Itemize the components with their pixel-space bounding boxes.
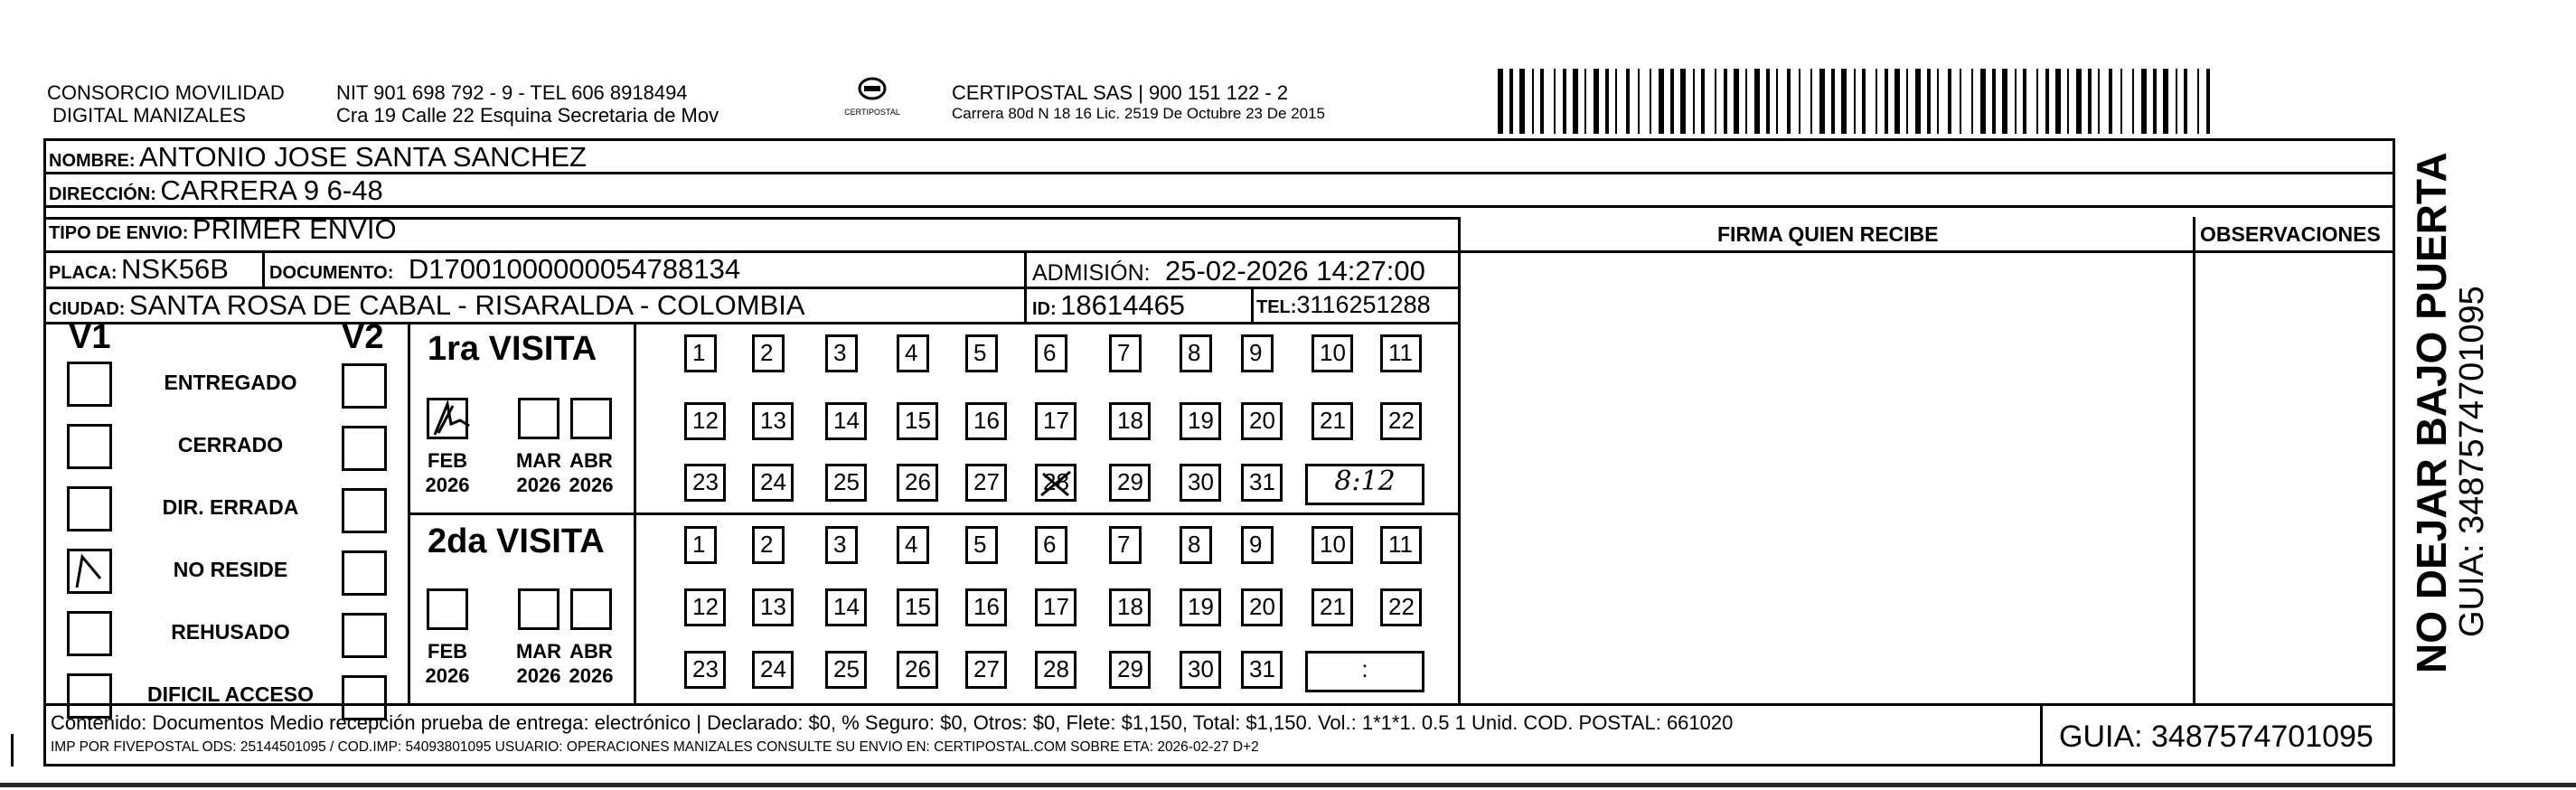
day-box[interactable]: 12 — [684, 402, 726, 440]
month-year: 2026 — [425, 474, 470, 496]
month-name: FEB — [428, 640, 467, 663]
day-box[interactable]: 23 — [684, 651, 726, 689]
status-divider — [408, 322, 410, 703]
day-box[interactable]: 27 — [965, 651, 1007, 689]
v1-checkbox[interactable] — [67, 362, 112, 407]
barcode-bar — [1927, 69, 1931, 134]
day-box[interactable]: 15 — [897, 588, 938, 626]
barcode-bar — [1787, 69, 1791, 134]
month-name: MAR — [515, 449, 562, 472]
barcode-bar — [2076, 69, 2082, 134]
side-text — [2408, 152, 2491, 673]
barcode-bar — [1971, 69, 1973, 134]
placa-divider — [262, 250, 265, 287]
company-line-2: DIGITAL MANIZALES — [52, 104, 246, 127]
barcode-bar — [2098, 69, 2100, 134]
day-box[interactable]: 31 — [1241, 651, 1283, 689]
month-checkbox[interactable] — [518, 588, 559, 630]
side-title: NO DEJAR BAJO PUERTA — [2408, 152, 2455, 673]
day-box[interactable]: 22 — [1380, 588, 1422, 626]
day-box[interactable]: 30 — [1180, 651, 1221, 689]
time-box[interactable]: 8:12 — [1305, 464, 1424, 505]
day-box[interactable]: 18 — [1109, 402, 1151, 440]
month-label — [564, 639, 618, 688]
barcode-bar — [1584, 69, 1586, 134]
day-box[interactable]: 2 — [752, 334, 785, 372]
barcode-bar — [1799, 69, 1800, 134]
day-box[interactable]: 8 — [1180, 526, 1212, 564]
barcode-bar — [1563, 69, 1566, 134]
barcode-bar — [1670, 69, 1674, 134]
day-box[interactable]: 17 — [1035, 588, 1076, 626]
day-box[interactable]: 4 — [897, 526, 929, 564]
nombre-label: NOMBRE: — [49, 151, 136, 171]
time-box[interactable]: : — [1305, 651, 1424, 692]
month-checkbox[interactable] — [518, 398, 559, 439]
v1-checkbox[interactable] — [67, 549, 112, 594]
month-checkbox[interactable] — [570, 398, 612, 439]
barcode-bar — [2067, 69, 2069, 134]
barcode-bar — [2015, 69, 2017, 134]
v2-checkbox[interactable] — [342, 550, 387, 596]
barcode-bar — [1519, 69, 1525, 134]
month-label — [512, 639, 566, 688]
barcode-bar — [1960, 69, 1961, 134]
documento-value: D17001000000054788134 — [408, 253, 741, 285]
month-checkbox[interactable] — [427, 398, 468, 439]
barcode-bar — [1876, 69, 1877, 134]
day-box[interactable]: 10 — [1312, 526, 1353, 564]
barcode-bar — [2163, 69, 2168, 134]
direccion-row — [49, 174, 383, 207]
column-divider — [1458, 217, 1461, 706]
id-row — [1032, 289, 1185, 322]
scan-edge — [0, 783, 2576, 787]
day-box[interactable]: 9 — [1241, 334, 1274, 372]
barcode-bar — [1638, 69, 1640, 134]
barcode-bar — [1745, 69, 1747, 134]
company-name — [47, 81, 285, 127]
barcode-bar — [1615, 69, 1617, 134]
tipo-row — [49, 213, 397, 246]
barcode-bar — [2184, 69, 2187, 134]
v1-checkbox[interactable] — [67, 611, 112, 656]
tel-divider — [1251, 287, 1254, 322]
month-divider — [634, 322, 636, 703]
barcode-bar — [2206, 69, 2210, 134]
day-box[interactable]: 6 — [1035, 334, 1067, 372]
barcode-bar — [1810, 69, 1812, 134]
certipostal-line-2: Carrera 80d N 18 16 Lic. 2519 De Octubre 23 De 2015 — [952, 105, 1325, 122]
month-label — [512, 448, 566, 497]
v2-label: V2 — [342, 318, 384, 356]
placa-value: NSK56B — [121, 253, 229, 285]
address-line: Cra 19 Calle 22 Esquina Secretaria de Mov — [336, 104, 719, 127]
day-box[interactable]: 1 — [684, 526, 717, 564]
admision-label: ADMISIÓN: — [1032, 260, 1151, 286]
day-box[interactable]: 11 — [1380, 526, 1422, 564]
v2-checkbox[interactable] — [342, 426, 387, 471]
month-year: 2026 — [569, 664, 614, 687]
barcode-bar — [1532, 69, 1534, 134]
barcode-bar — [1715, 69, 1716, 134]
placa-row — [49, 253, 229, 286]
day-box[interactable]: 2 — [752, 526, 785, 564]
barcode-bar — [1831, 69, 1835, 134]
status-option-label: REHUSADO — [171, 620, 290, 644]
tel-label: TEL: — [1256, 297, 1297, 317]
barcode-bar — [1819, 69, 1825, 134]
barcode-bar — [1915, 69, 1921, 134]
direccion-label: DIRECCIÓN: — [49, 184, 156, 204]
nit-line: NIT 901 698 792 - 9 - TEL 606 8918494 — [336, 81, 688, 104]
barcode-bar — [2055, 69, 2061, 134]
tipo-label: TIPO DE ENVIO: — [49, 223, 189, 243]
barcode-bar — [1498, 69, 1503, 134]
month-name: FEB — [428, 449, 467, 472]
id-value: 18614465 — [1060, 289, 1186, 321]
barcode-bar — [1554, 69, 1556, 134]
footer-imp: IMP POR FIVEPOSTAL ODS: 25144501095 / COD.IMP: 54093801095 USUARIO: OPERACIONES MANIZALES CONSULTE SU ENVIO EN: CERTIPOSTAL.COM SOBRE ETA: 2026-02-27 D+2 — [51, 739, 1259, 755]
v2-checkbox[interactable] — [342, 613, 387, 658]
day-box[interactable]: 27 — [965, 464, 1007, 502]
barcode — [1498, 69, 2221, 134]
logo-icon — [857, 76, 888, 103]
strike-mark-icon — [1038, 468, 1074, 499]
status-option-label: ENTREGADO — [164, 371, 297, 394]
barcode-bar — [1948, 69, 1951, 134]
barcode-bar — [1540, 69, 1544, 134]
day-box[interactable]: 29 — [1109, 651, 1151, 689]
barcode-bar — [1980, 69, 1986, 134]
day-box[interactable]: 5 — [965, 526, 998, 564]
day-box[interactable]: 14 — [825, 588, 867, 626]
barcode-bar — [2141, 69, 2147, 134]
observaciones-label: OBSERVACIONES — [2200, 222, 2381, 246]
barcode-bar — [1937, 69, 1939, 134]
status-option-label: DIFICIL ACCESO — [146, 682, 314, 706]
column-divider — [2193, 217, 2195, 706]
barcode-bar — [1854, 69, 1856, 134]
barcode-bar — [1862, 69, 1866, 134]
day-box[interactable]: 1 — [684, 334, 717, 372]
month-label — [564, 448, 618, 497]
day-box[interactable]: 7 — [1109, 526, 1142, 564]
visit1-title: 1ra VISITA — [428, 330, 597, 368]
day-box[interactable]: 31 — [1241, 464, 1283, 502]
month-label — [420, 448, 475, 497]
company-contact — [336, 81, 719, 127]
barcode-bar — [2132, 69, 2134, 134]
tipo-value: PRIMER ENVIO — [192, 213, 397, 245]
documento-row — [269, 253, 740, 286]
barcode-bar — [1734, 69, 1739, 134]
day-box[interactable]: 22 — [1380, 402, 1422, 440]
day-box[interactable]: 11 — [1380, 334, 1422, 372]
barcode-bar — [2120, 69, 2122, 134]
check-mark-icon — [70, 551, 109, 591]
day-box[interactable]: 25 — [825, 651, 867, 689]
day-box[interactable]: 3 — [825, 334, 858, 372]
certipostal-logo — [841, 76, 904, 117]
admision-divider — [1024, 250, 1027, 322]
check-mark-icon — [429, 400, 484, 438]
row-divider — [43, 322, 1461, 324]
month-year: 2026 — [569, 474, 614, 496]
footer-guia: GUIA: 3487574701095 — [2059, 719, 2374, 754]
day-box[interactable]: 17 — [1035, 402, 1076, 440]
visit2-title: 2da VISITA — [428, 522, 605, 560]
day-box[interactable]: 21 — [1312, 402, 1353, 440]
barcode-bar — [2023, 69, 2026, 134]
barcode-bar — [1766, 69, 1770, 134]
month-year: 2026 — [516, 474, 561, 496]
barcode-bar — [1992, 69, 1996, 134]
ciudad-value: SANTA ROSA DE CABAL - RISARALDA - COLOMBIA — [128, 289, 805, 321]
v2-checkbox[interactable] — [342, 363, 387, 409]
day-box[interactable]: 19 — [1180, 402, 1221, 440]
barcode-bar — [1776, 69, 1778, 134]
day-box[interactable]: 24 — [752, 651, 794, 689]
barcode-bar — [1894, 69, 1900, 134]
month-year: 2026 — [425, 664, 470, 687]
day-box[interactable]: 16 — [965, 402, 1007, 440]
direccion-value: CARRERA 9 6-48 — [160, 174, 383, 206]
certipostal-line-1: CERTIPOSTAL SAS | 900 151 122 - 2 — [952, 81, 1289, 104]
month-checkbox[interactable] — [570, 588, 612, 630]
day-box[interactable]: 25 — [825, 464, 867, 502]
barcode-bar — [1680, 69, 1686, 134]
day-box[interactable]: 13 — [752, 588, 794, 626]
day-box[interactable]: 19 — [1180, 588, 1221, 626]
day-box[interactable]: 20 — [1241, 402, 1283, 440]
barcode-bar — [2002, 69, 2007, 134]
day-box[interactable]: 14 — [825, 402, 867, 440]
day-box[interactable]: 12 — [684, 588, 726, 626]
status-option-label: NO RESIDE — [173, 558, 288, 581]
barcode-bar — [1693, 69, 1695, 134]
ciudad-label: CIUDAD: — [49, 299, 126, 319]
v1-checkbox[interactable] — [67, 424, 112, 469]
tel-value: 3116251288 — [1296, 291, 1431, 318]
barcode-bar — [1626, 69, 1630, 134]
footer-contenido: Contenido: Documentos Medio recepción prueba de entrega: electrónico | Declarado: $0, % Seguro: $0, Otros: $0, Flete: $1,150, Total: $1,150. Vol.: 1*1*1. 0.5 1 Unid. COD. POSTAL: 661020 — [51, 711, 1734, 734]
company-line-1: CONSORCIO MOVILIDAD — [47, 81, 285, 104]
visit-divider — [408, 513, 1461, 515]
nombre-row — [49, 141, 587, 174]
day-box[interactable]: 9 — [1241, 526, 1274, 564]
month-name: ABR — [569, 640, 613, 663]
barcode-bar — [1605, 69, 1609, 134]
day-box[interactable]: 28 — [1035, 464, 1076, 502]
day-box[interactable]: 28 — [1035, 651, 1076, 689]
day-box[interactable]: 18 — [1109, 588, 1151, 626]
day-box[interactable]: 5 — [965, 334, 998, 372]
admision-value: 25-02-2026 14:27:00 — [1165, 255, 1425, 287]
day-box[interactable]: 23 — [684, 464, 726, 502]
day-box[interactable]: 20 — [1241, 588, 1283, 626]
barcode-bar — [1659, 69, 1664, 134]
v2-checkbox[interactable] — [342, 488, 387, 533]
barcode-bar — [2153, 69, 2157, 134]
tel-row — [1256, 291, 1431, 319]
day-box[interactable]: 3 — [825, 526, 858, 564]
day-box[interactable]: 26 — [897, 464, 938, 502]
row-divider — [43, 205, 2395, 208]
month-year: 2026 — [516, 664, 561, 687]
day-box[interactable]: 6 — [1035, 526, 1067, 564]
barcode-bar — [1509, 69, 1513, 134]
ciudad-row — [49, 289, 805, 322]
month-name: ABR — [569, 449, 613, 472]
day-box[interactable]: 24 — [752, 464, 794, 502]
barcode-bar — [1650, 69, 1651, 134]
v1-label: V1 — [69, 318, 111, 356]
day-box[interactable]: 26 — [897, 651, 938, 689]
barcode-bar — [1724, 69, 1727, 134]
v1-checkbox[interactable] — [67, 486, 112, 531]
barcode-bar — [2036, 69, 2038, 134]
barcode-bar — [1885, 69, 1888, 134]
documento-label: DOCUMENTO: — [269, 263, 394, 283]
certipostal-info — [952, 81, 1325, 124]
month-name: MAR — [515, 640, 562, 663]
day-box[interactable]: 29 — [1109, 464, 1151, 502]
barcode-bar — [2109, 69, 2112, 134]
day-box[interactable]: 8 — [1180, 334, 1212, 372]
barcode-bar — [1841, 69, 1847, 134]
barcode-bar — [2045, 69, 2049, 134]
logo-text: CERTIPOSTAL — [844, 108, 900, 117]
month-label — [420, 639, 475, 688]
spacer — [1458, 217, 2395, 220]
month-checkbox[interactable] — [427, 588, 468, 630]
placa-label: PLACA: — [49, 263, 118, 283]
barcode-bar — [1701, 69, 1705, 134]
day-box[interactable]: 4 — [897, 334, 929, 372]
day-box[interactable]: 15 — [897, 402, 938, 440]
side-guia: GUIA: 3487574701095 — [2453, 286, 2491, 637]
barcode-bar — [2088, 69, 2092, 134]
barcode-bar — [1573, 69, 1578, 134]
admision-row — [1032, 255, 1425, 287]
barcode-bar — [1754, 69, 1760, 134]
day-box[interactable]: 21 — [1312, 588, 1353, 626]
scan-mark — [11, 734, 14, 766]
id-label: ID: — [1032, 299, 1057, 319]
status-option-label: DIR. ERRADA — [162, 495, 299, 519]
day-box[interactable]: 13 — [752, 402, 794, 440]
nombre-value: ANTONIO JOSE SANTA SANCHEZ — [139, 141, 587, 173]
barcode-bar — [2176, 69, 2177, 134]
day-box[interactable]: 10 — [1312, 334, 1353, 372]
day-box[interactable]: 30 — [1180, 464, 1221, 502]
firma-label: FIRMA QUIEN RECIBE — [1717, 222, 1939, 246]
day-box[interactable]: 7 — [1109, 334, 1142, 372]
barcode-bar — [2197, 69, 2199, 134]
barcode-bar — [1906, 69, 1908, 134]
barcode-bar — [1594, 69, 1599, 134]
status-option-label: CERRADO — [177, 433, 284, 456]
day-box[interactable]: 16 — [965, 588, 1007, 626]
